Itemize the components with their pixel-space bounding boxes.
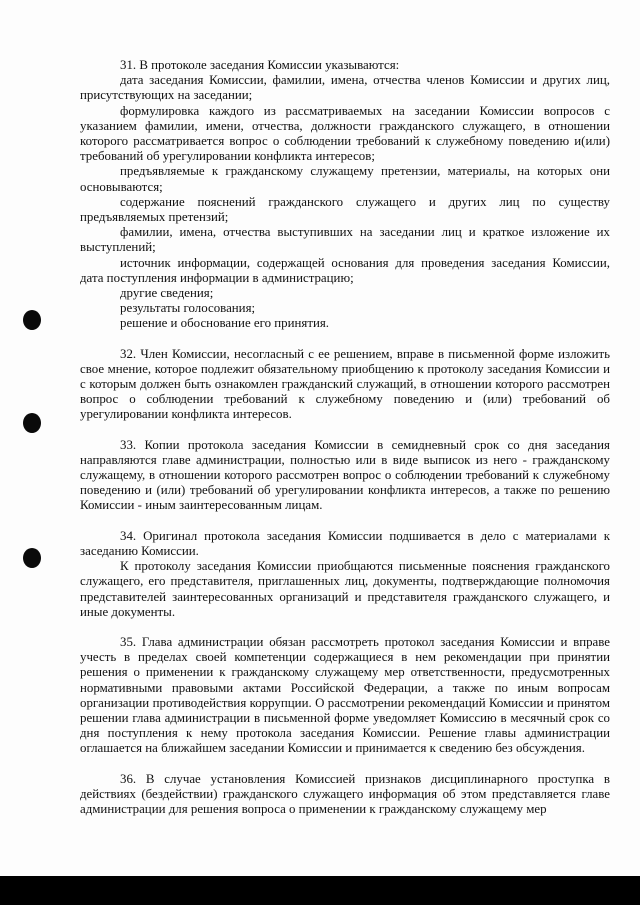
p31-item: фамилии, имена, отчества выступивших на заседании лиц и краткое изложение их выступлений; — [80, 225, 610, 255]
p31-item: решение и обоснование его принятия. — [120, 316, 330, 331]
scan-bottom-edge — [0, 876, 640, 905]
p31-item: другие сведения; — [120, 286, 214, 301]
p31-item: результаты голосования; — [120, 301, 256, 316]
paragraph-33: 33. Копии протокола заседания Комиссии в семидневный срок со дня заседания направляются главе администрации, полностью или в виде выписок из него - гражданскому служащему, в отношении которого рассмотрен вопрос о соблюдении требований к служебному поведению и (или) требований об урегулировании конфликта интересов, а также по решению Комиссии - иным заинтересованным лицам. — [80, 437, 610, 513]
p31-item: формулировка каждого из рассматриваемых на заседании Комиссии вопросов с указанием фамилии, имени, отчества, должности гражданского служащего, в отношении которого рассматривается вопрос о соблюдении требований к служебному поведению и(или) требований об урегулировании конфликта интересов; — [80, 103, 610, 164]
paragraph-34: 34. Оригинал протокола заседания Комиссии подшивается в дело с материалами к заседанию Комиссии. — [80, 528, 610, 558]
paragraph-32: 32. Член Комиссии, несогласный с ее решением, вправе в письменной форме изложить свое мнение, которое подлежит обязательному приобщению к протоколу заседания Комиссии и с которым должен быть ознакомлен гражданский служащий, в отношении которого рассмотрен вопрос о соблюдении требований к служебному поведению и (или) требований об урегулировании конфликта интересов. — [80, 346, 610, 422]
p31-item: предъявляемые к гражданскому служащему претензии, материалы, на которых они основываются; — [80, 164, 610, 194]
p31-intro: 31. В протоколе заседания Комиссии указываются: — [120, 58, 400, 72]
paragraph-36: 36. В случае установления Комиссией признаков дисциплинарного проступка в действиях (бездействии) гражданского служащего информация об этом представляется главе администрации для решения вопроса о применении к гражданскому служащему мер — [80, 771, 610, 816]
punch-hole — [23, 310, 41, 330]
punch-hole — [23, 413, 41, 433]
p31-item: источник информации, содержащей основания для проведения заседания Комиссии, дата поступления информации в администрацию; — [80, 255, 610, 285]
paragraph-35: 35. Глава администрации обязан рассмотреть протокол заседания Комиссии и вправе учесть в пределах своей компетенции содержащиеся в нем рекомендации при принятии решения о применении к гражданскому служащему мер ответственности, предусмотренных нормативными правовыми актами Российской Федерации, а также по иным вопросам организации противодействия коррупции. О рассмотрении рекомендаций Комиссии и принятом решении глава администрации в письменной форме уведомляет Комиссию в месячный срок со дня поступления к нему протокола заседания Комиссии. Решение главы администрации оглашается на ближайшем заседании Комиссии и принимается к сведению без обсуждения. — [80, 634, 610, 756]
p31-item: дата заседания Комиссии, фамилии, имена, отчества членов Комиссии и других лиц, присутствующих на заседании; — [80, 73, 610, 103]
punch-hole — [23, 548, 41, 568]
paragraph-34-attachments: К протоколу заседания Комиссии приобщаются письменные пояснения гражданского служащего, его представителя, приглашенных лиц, документы, подтверждающие полномочия представителей заинтересованных организаций и представителя гражданского служащего, и иные документы. — [80, 559, 610, 619]
p31-item: содержание пояснений гражданского служащего и других лиц по существу предъявляемых претензий; — [80, 194, 610, 225]
document-text — [80, 58, 610, 817]
